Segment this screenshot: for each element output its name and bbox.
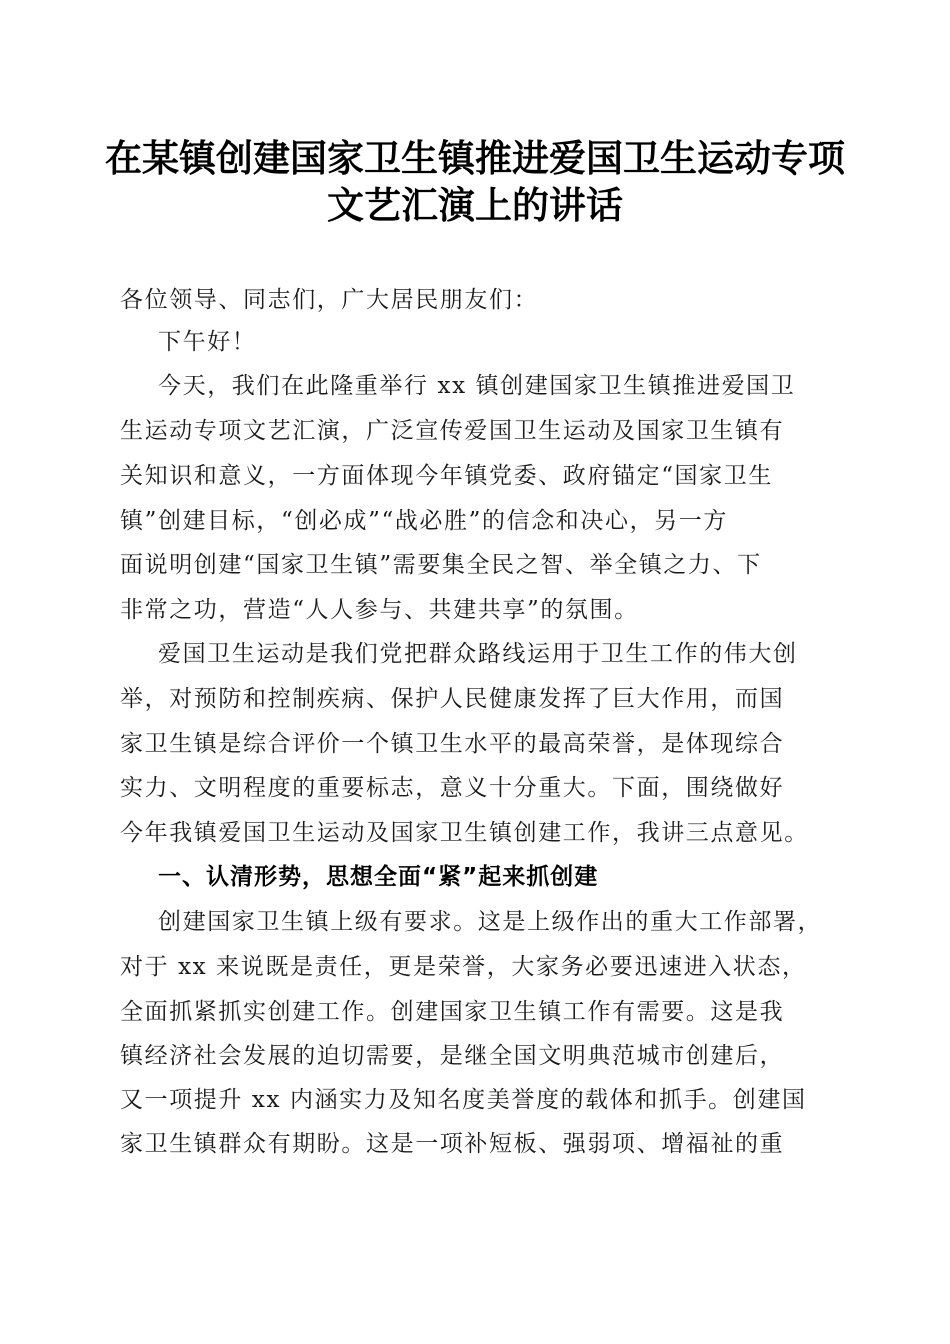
paragraph-line: 实力、文明程度的重要标志，意义十分重大。下面，围绕做好 [120,775,785,801]
paragraph-line: 创建国家卫生镇上级有要求。这是上级作出的重大工作部署， [158,909,823,935]
salutation: 各位领导、同志们，广大居民朋友们： [120,287,539,313]
paragraph-line: 面说明创建“国家卫生镇”需要集全民之智、举全镇之力、下 [120,552,762,578]
section-heading: 一、认清形势，思想全面“紧”起来抓创建 [158,864,599,890]
paragraph-line: 家卫生镇群众有期盼。这是一项补短板、强弱项、增福祉的重 [120,1131,785,1157]
paragraph-line: 镇经济社会发展的迫切需要，是继全国文明典范城市创建后， [120,1043,785,1069]
paragraph-line: 全面抓紧抓实创建工作。创建国家卫生镇工作有需要。这是我 [120,999,785,1025]
greeting: 下午好！ [158,329,257,355]
document-title-line-1: 在某镇创建国家卫生镇推进爱国卫生运动专项 [105,136,845,180]
paragraph-line: 又一项提升 xx 内涵实力及知名度美誉度的载体和抓手。创建国 [120,1087,807,1113]
paragraph-line: 关知识和意义，一方面体现今年镇党委、政府锚定“国家卫生 [120,463,773,489]
paragraph-line: 今年我镇爱国卫生运动及国家卫生镇创建工作，我讲三点意见。 [120,820,809,846]
paragraph-line: 非常之功，营造“人人参与、共建共享”的氛围。 [120,597,639,623]
paragraph-line: 举，对预防和控制疾病、保护人民健康发挥了巨大作用，而国 [120,686,785,712]
paragraph-line: 生运动专项文艺汇演，广泛宣传爱国卫生运动及国家卫生镇有 [120,418,785,444]
paragraph-line: 今天，我们在此隆重举行 xx 镇创建国家卫生镇推进爱国卫 [158,373,796,399]
paragraph-line: 家卫生镇是综合评价一个镇卫生水平的最高荣誉，是体现综合 [120,731,785,757]
paragraph-line: 爱国卫生运动是我们党把群众路线运用于卫生工作的伟大创 [158,641,798,667]
paragraph-line: 镇”创建目标，“创必成”“战必胜”的信念和决心，另一方 [120,508,728,534]
document-title-line-2: 文艺汇演上的讲话 [327,183,623,227]
paragraph-line: 对于 xx 来说既是责任，更是荣誉，大家务必要迅速进入状态， [120,954,807,980]
